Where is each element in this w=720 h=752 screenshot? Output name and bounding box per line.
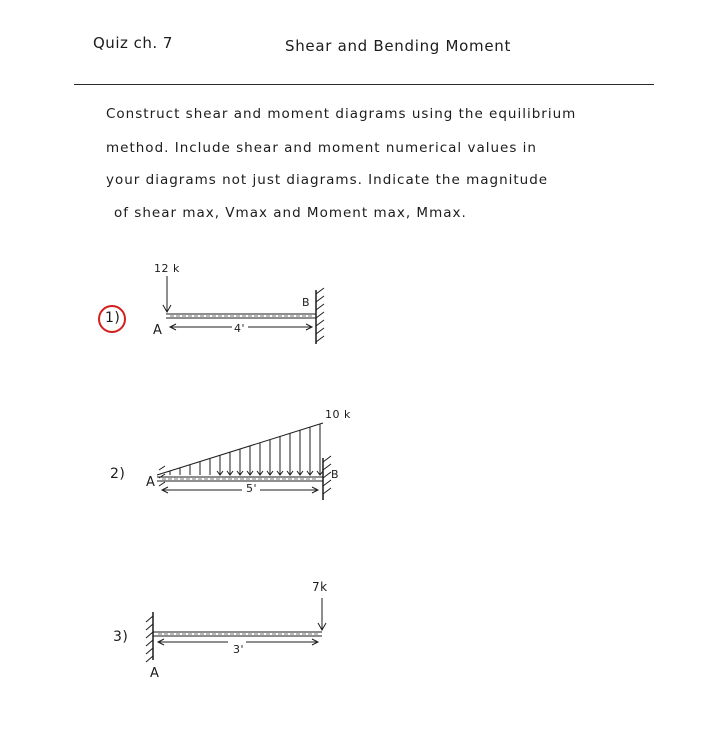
problem-1-beam xyxy=(166,314,316,318)
problem-1-load-label: 12 k xyxy=(154,262,180,275)
problem-3-span-dimension xyxy=(158,639,318,645)
instruction-line-3: your diagrams not just diagrams. Indicate the magnitude xyxy=(106,172,549,188)
problem-1-number: 1) xyxy=(105,310,121,326)
problem-1-fixed-wall xyxy=(316,288,324,344)
problem-2-span-dimension xyxy=(162,487,318,493)
problem-3-load-label: 7k xyxy=(312,580,328,594)
problem-2-load-label: 10 k xyxy=(325,408,351,421)
problem-2-support-a-label: A xyxy=(146,475,156,490)
problem-3-fixed-wall xyxy=(146,612,153,662)
problem-3-beam xyxy=(153,632,322,636)
problem-2-triangular-load xyxy=(157,423,323,475)
problem-3-support-a-label: A xyxy=(150,666,160,681)
problem-2-left-end-marks xyxy=(159,466,165,486)
quiz-label: Quiz ch. 7 xyxy=(93,34,173,52)
instruction-line-1: Construct shear and moment diagrams using the equilibrium xyxy=(106,106,577,122)
problem-3-number: 3) xyxy=(113,629,129,645)
problem-2-span-label: 5' xyxy=(246,482,258,495)
problem-2-support-b-label: B xyxy=(331,468,340,481)
problem-1-span-label: 4' xyxy=(234,322,246,335)
page-title: Shear and Bending Moment xyxy=(285,37,512,55)
problem-2-fixed-wall xyxy=(323,456,331,500)
problem-2-beam xyxy=(157,477,323,481)
problem-2-number: 2) xyxy=(110,466,126,482)
problem-3-point-load-arrow xyxy=(318,598,326,630)
problem-1-support-b-label: B xyxy=(302,296,311,309)
instruction-line-2: method. Include shear and moment numerical values in xyxy=(106,140,537,156)
problem-3-span-label: 3' xyxy=(233,643,245,656)
problem-1-span-dimension xyxy=(170,324,312,330)
instruction-line-4: of shear max, Vmax and Moment max, Mmax. xyxy=(114,205,467,221)
problem-1-point-load-arrow xyxy=(163,276,171,312)
problem-1-support-a-label: A xyxy=(153,323,163,338)
